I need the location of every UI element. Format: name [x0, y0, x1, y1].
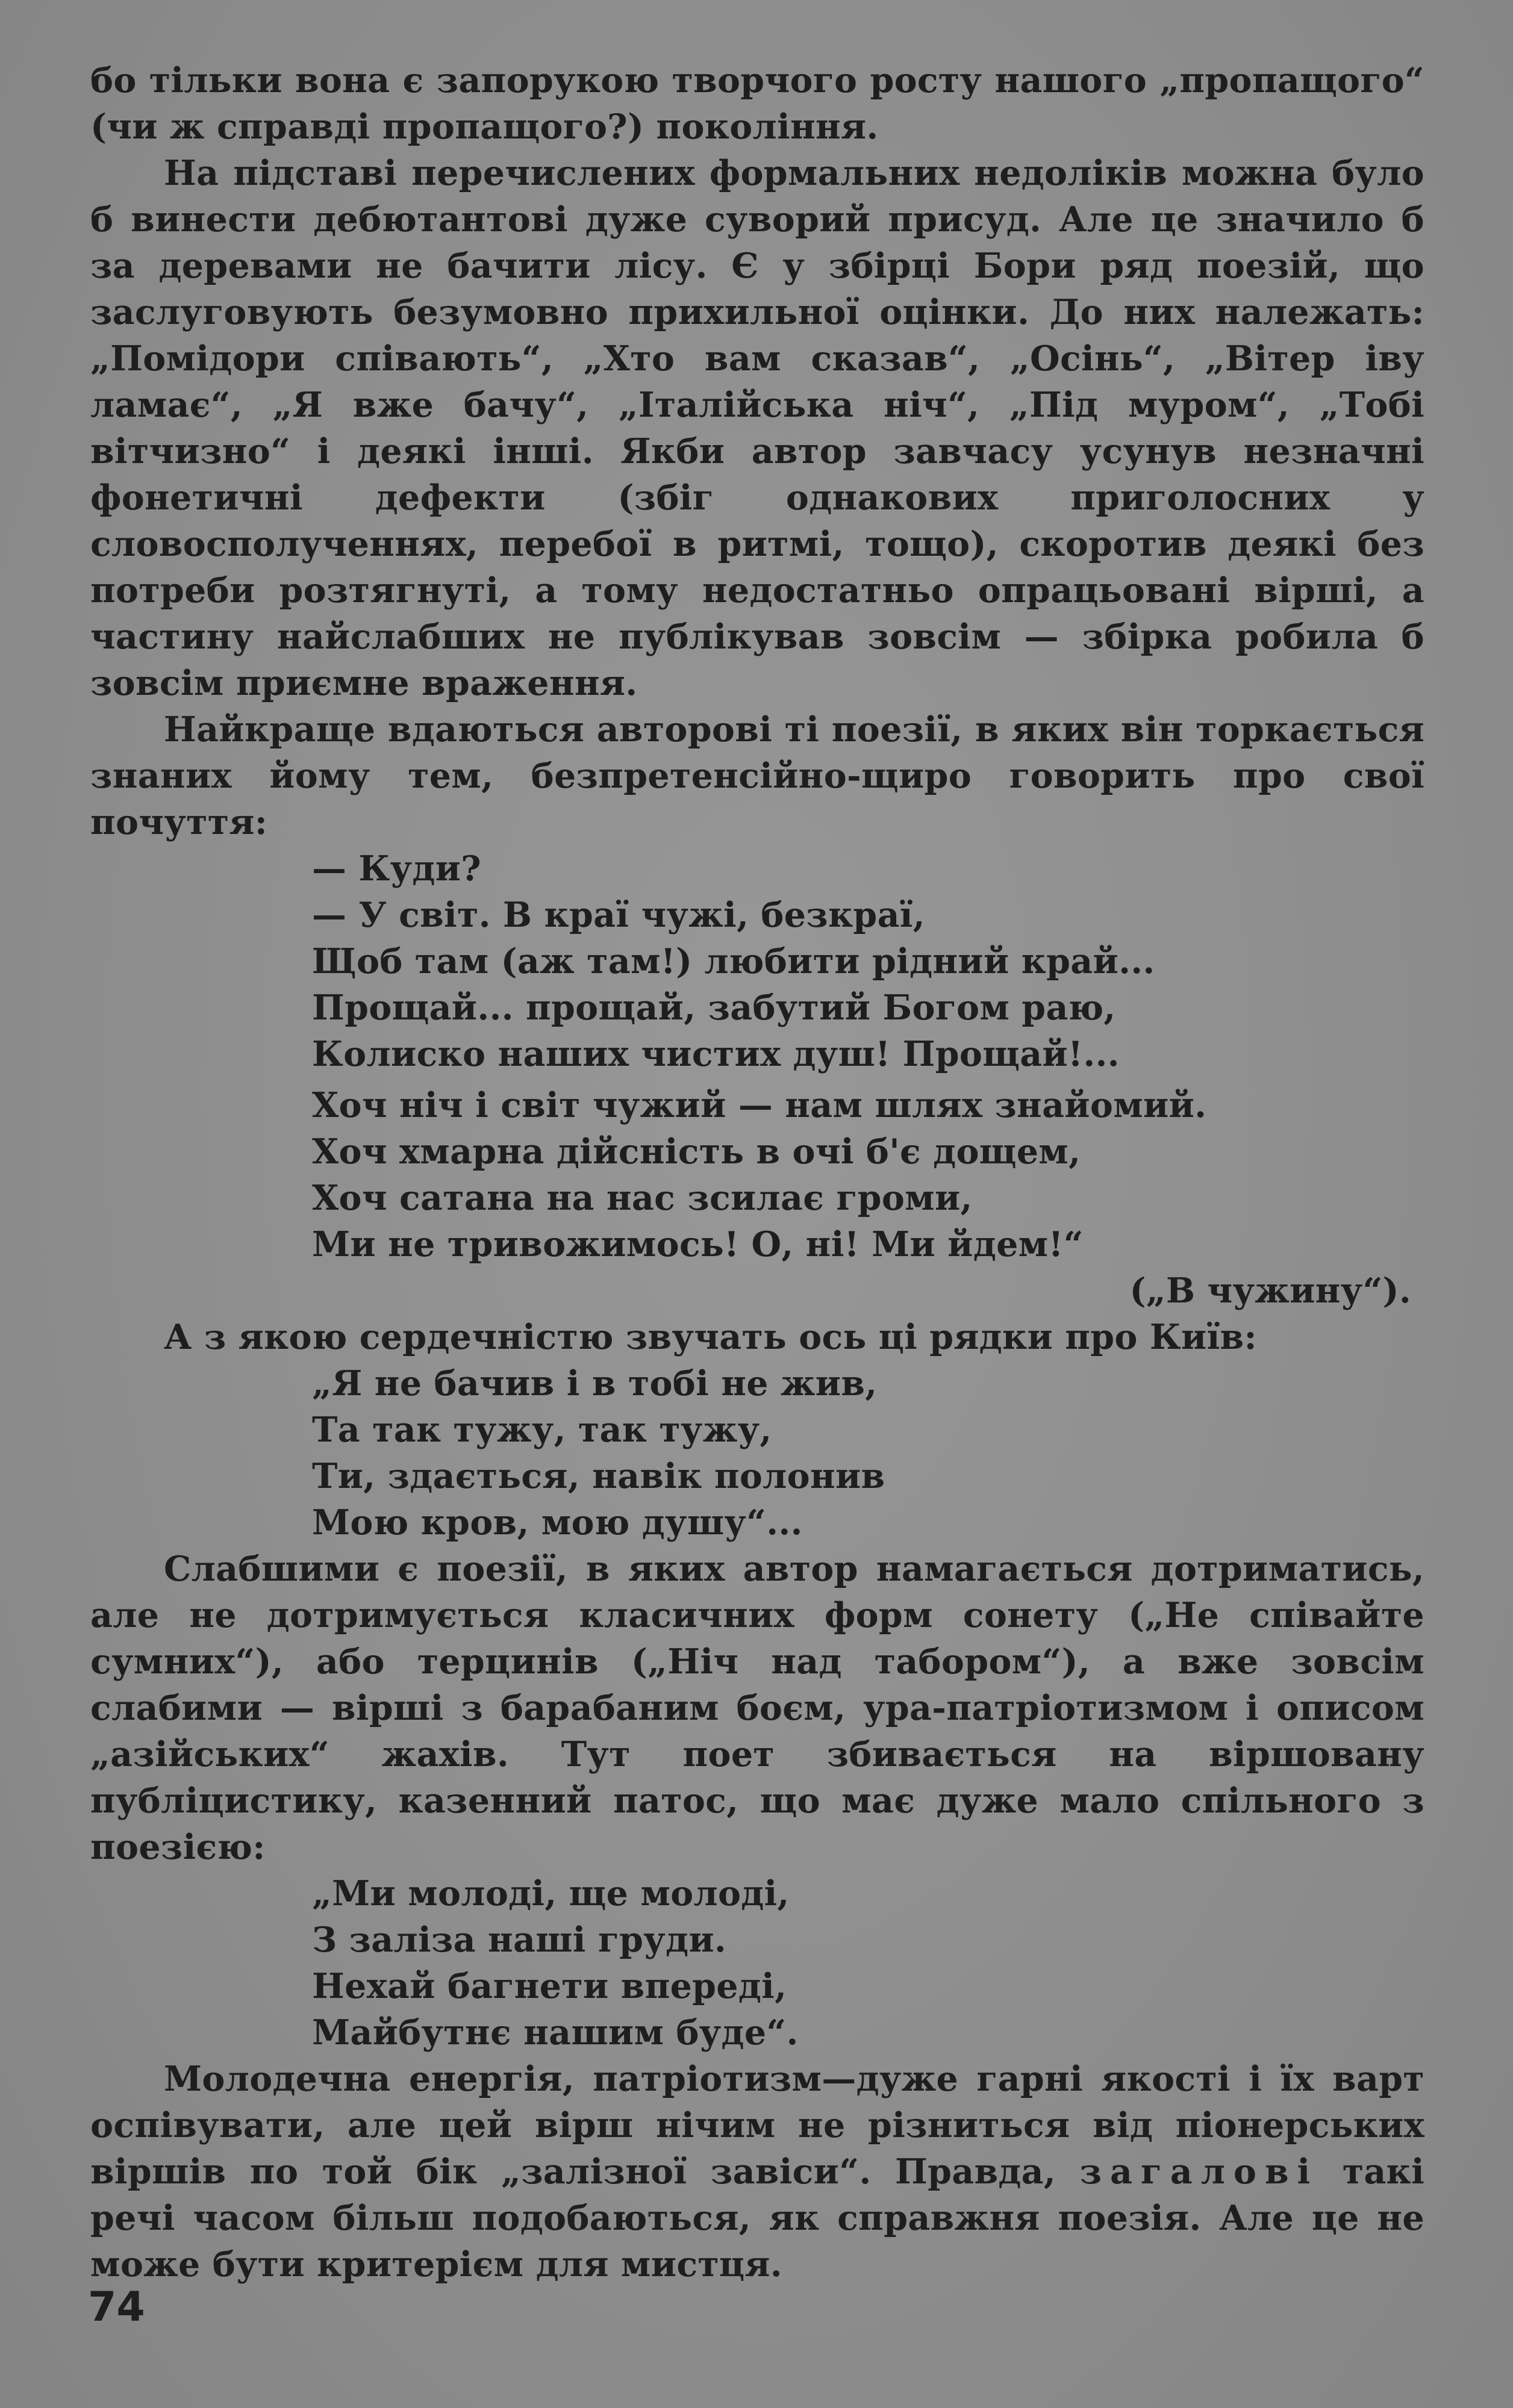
page-body: [90, 57, 1424, 2288]
paragraph-2: На підставі перечислених формальних недоліків можна було б винести дебютантові дуже суворий присуд. Але це значило б за деревами не бачити лісу. Є у збірці Бори ряд поезій, що заслуговують безумовно прихильної оцінки. До них належать: „Помідори співають“, „Хто вам сказав“, „Осінь“, „Вітер іву ламає“, „Я вже бачу“, „Італійська ніч“, „Під муром“, „Тобі вітчизно“ і деякі інші. Якби автор завчасу усунув незначні фонетичні дефекти (збіг однакових приголосних у словосполученнях, перебої в ритмі, тощо), скоротив деякі без потреби розтягнуті, а тому недостатньо опрацьовані вірші, а частину найслабших не публікував зовсім — збірка робила б зовсім приємне враження.: [90, 153, 1424, 703]
paragraph-5: Слабшими є поезії, в яких автор намагається дотриматись, але не дотримується класичних форм сонету („Не співайте сумних“), або терцинів („Ніч над табором“), а вже зовсім слабими — вірші з барабаним боєм, ура-патріотизмом і описом „азійських“ жахів. Тут поет збивається на віршовану публіцистику, казенний патос, що має дуже мало спільного з поезією:: [90, 1549, 1424, 1867]
poem-line: Щоб там (аж там!) любити рідний край...: [312, 941, 1155, 982]
poem-line: — У світ. В краї чужі, безкраї,: [312, 895, 925, 935]
paragraph-4: А з якою сердечністю звучать ось ці рядки про Київ:: [164, 1317, 1257, 1357]
poem-v-chuzhynu: [312, 845, 1424, 1268]
poem-line: „Ми молоді, ще молоді,: [312, 1873, 790, 1914]
poem-line: Мою кров, мою душу“...: [312, 1502, 803, 1543]
poem-line: Хоч хмарна дійсність в очі б'є дощем,: [312, 1131, 1081, 1172]
page-number: 74: [88, 2283, 145, 2331]
poem-line: Ти, здається, навік полонив: [312, 1456, 885, 1496]
poem-line: — Куди?: [312, 848, 481, 889]
paragraph-6: [90, 2056, 1424, 2288]
poem-line: Нехай багнети впереді,: [312, 1966, 787, 2006]
poem-line: Та так тужу, так тужу,: [312, 1410, 772, 1450]
poem-line: „Я не бачив і в тобі не жив,: [312, 1363, 878, 1404]
poem-source: („В чужину“).: [1129, 1271, 1411, 1311]
poem-line: Ми не тривожимось! О, ні! Ми йдем!“: [312, 1224, 1084, 1265]
stanza-gap: [312, 1077, 1424, 1082]
poem-my-molodi: [312, 1870, 1424, 2056]
poem-line: Прощай... прощай, забутий Богом раю,: [312, 988, 1116, 1028]
paragraph-3: Найкраще вдаються авторові ті поезії, в яких він торкається знаних йому тем, безпретенсійно-щиро говорить про свої почуття:: [90, 709, 1424, 842]
poem-line: З заліза наші груди.: [312, 1920, 727, 1960]
poem-line: Хоч сатана на нас зсилає громи,: [312, 1178, 973, 1218]
poem-kyiv: [312, 1360, 1424, 1546]
poem-line: Хоч ніч і світ чужий — нам шлях знайомий.: [312, 1085, 1207, 1125]
paragraph-6-start: Молодечна енергія, патріотизм—дуже гарні якості і їх варт оспівувати, але цей вірш нічим не різниться від піонерських віршів по той бік „залізної завіси“. Правда,: [90, 2059, 1424, 2192]
poem-line: Колиско наших чистих душ! Прощай!...: [312, 1034, 1120, 1074]
spaced-word: загалові: [1079, 2151, 1319, 2192]
paragraph-6-end: такі речі часом більш подобаються, як справжня поезія. Але це не може бути критерієм для мистця.: [90, 2151, 1424, 2285]
poem-line: Майбутнє нашим буде“.: [312, 2012, 799, 2053]
paragraph-1: бо тільки вона є запорукою творчого росту нашого „пропащого“ (чи ж справді пропащого?) покоління.: [90, 60, 1424, 147]
